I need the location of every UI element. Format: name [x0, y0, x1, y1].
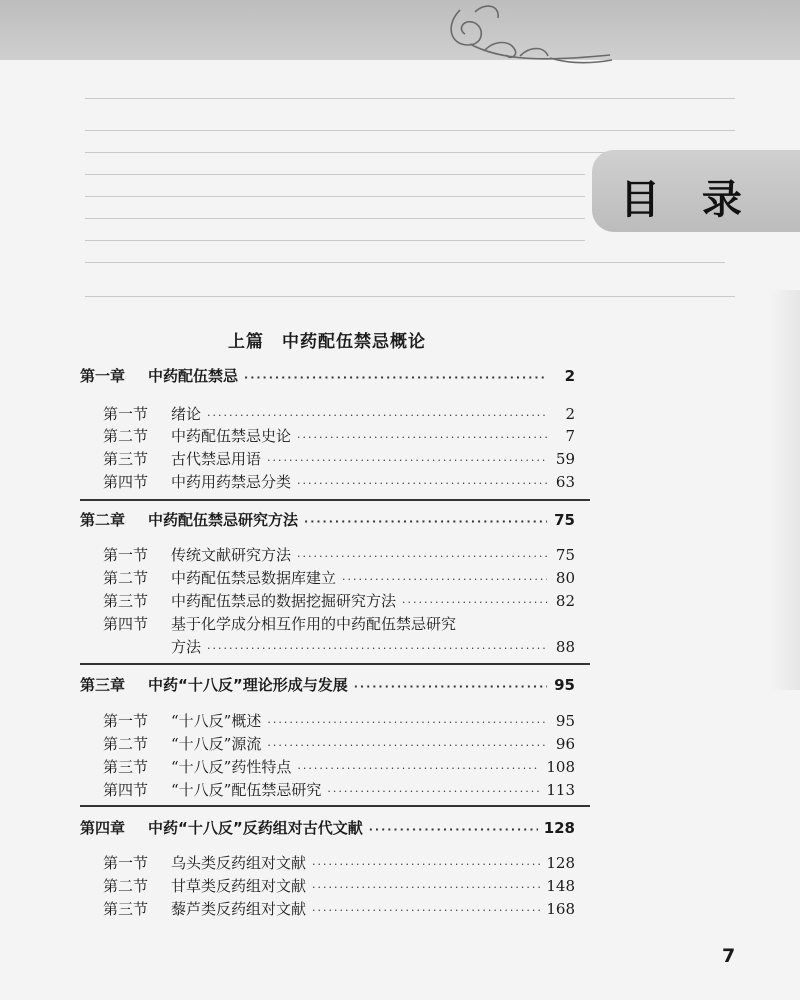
chapter-divider: [80, 663, 590, 665]
entry-page: 59: [555, 450, 575, 468]
entry-number: 第一节: [103, 405, 149, 423]
chapter-divider: [80, 805, 590, 807]
toc-section-entry: [103, 449, 575, 471]
entry-number: 第四章: [80, 819, 126, 837]
entry-number: 第四节: [103, 781, 149, 799]
page-number: 7: [722, 945, 736, 967]
leader-dots: [267, 713, 547, 733]
toc-chapter-entry: [80, 818, 575, 840]
page-edge-shade: [770, 290, 800, 690]
entry-page: 113: [546, 781, 575, 799]
part-title: 上篇 中药配伍禁忌概论: [228, 332, 426, 352]
entry-page: 96: [555, 735, 575, 753]
entry-title: “十八反”配伍禁忌研究: [171, 781, 322, 799]
entry-title: 基于化学成分相互作用的中药配伍禁忌研究: [171, 615, 457, 633]
leader-dots: [354, 677, 547, 697]
entry-title: 中药用药禁忌分类: [171, 473, 292, 491]
header-band: [0, 0, 800, 60]
entry-number: 第三节: [103, 758, 149, 776]
entry-number: 第四节: [103, 615, 149, 633]
entry-number: 第二节: [103, 427, 149, 445]
entry-title: 中药配伍禁忌史论: [171, 427, 292, 445]
toc-chapter-entry: [80, 510, 575, 532]
entry-page: 7: [565, 427, 575, 445]
leader-dots: [244, 368, 547, 388]
leader-dots: [267, 736, 547, 756]
toc-section-entry: [103, 876, 575, 898]
toc-section-entry: [103, 472, 575, 494]
entry-title: 方法: [171, 638, 202, 656]
leader-dots: [312, 878, 540, 898]
entry-title: “十八反”源流: [171, 735, 262, 753]
entry-title: 古代禁忌用语: [171, 450, 262, 468]
entry-title: “十八反”概述: [171, 712, 262, 730]
toc-chapter-entry: [80, 675, 575, 697]
entry-title: 中药配伍禁忌的数据挖掘研究方法: [171, 592, 397, 610]
leader-dots: [312, 901, 540, 921]
spacer: [80, 356, 590, 357]
show-through-line: [85, 130, 735, 131]
toc-section-entry: [103, 404, 575, 426]
entry-page: 75: [554, 511, 575, 529]
show-through-line: [85, 218, 585, 219]
show-through-line: [85, 262, 725, 263]
leader-dots: [207, 639, 547, 659]
entry-title: 中药配伍禁忌: [148, 367, 239, 385]
show-through-line: [85, 240, 585, 241]
entry-page: 82: [555, 592, 575, 610]
show-through-line: [85, 98, 735, 99]
entry-page: 75: [555, 546, 575, 564]
entry-page: 95: [554, 676, 575, 694]
leader-dots: [297, 547, 547, 567]
leader-dots: [312, 855, 540, 875]
entry-page: 2: [565, 405, 575, 423]
entry-page: 63: [555, 473, 575, 491]
toc-section-entry: [103, 591, 575, 613]
toc-section-entry: [103, 853, 575, 875]
chapter-divider: [80, 499, 590, 501]
entry-title: 甘草类反药组对文献: [171, 877, 307, 895]
entry-number: 第三节: [103, 592, 149, 610]
entry-number: 第三节: [103, 450, 149, 468]
show-through-line: [85, 196, 585, 197]
leader-dots: [327, 782, 540, 802]
leader-dots: [369, 820, 538, 840]
leader-dots: [297, 474, 547, 494]
entry-number: 第一节: [103, 712, 149, 730]
entry-number: 第二节: [103, 735, 149, 753]
entry-number: 第二节: [103, 569, 149, 587]
entry-number: 第三章: [80, 676, 126, 694]
entry-page: 128: [543, 819, 575, 837]
page-title: 目 录: [620, 177, 756, 223]
toc-section-entry: [103, 545, 575, 567]
entry-number: 第一节: [103, 546, 149, 564]
entry-page: 108: [546, 758, 575, 776]
entry-title: 绪论: [171, 405, 202, 423]
entry-title: 中药“十八反”反药组对古代文献: [148, 819, 363, 837]
toc-chapter-entry: [80, 366, 575, 388]
leader-dots: [267, 451, 547, 471]
entry-title: 中药配伍禁忌数据库建立: [171, 569, 337, 587]
leader-dots: [402, 593, 547, 613]
entry-page: 148: [546, 877, 575, 895]
toc-section-entry: [103, 899, 575, 921]
entry-title: 中药配伍禁忌研究方法: [148, 511, 299, 529]
entry-title: 中药“十八反”理论形成与发展: [148, 676, 348, 694]
entry-number: 第四节: [103, 473, 149, 491]
leader-dots: [207, 406, 547, 426]
entry-title: “十八反”药性特点: [171, 758, 292, 776]
entry-page: 80: [555, 569, 575, 587]
entry-number: 第一章: [80, 367, 126, 385]
entry-page: 2: [564, 367, 575, 385]
entry-page: 88: [555, 638, 575, 656]
entry-number: 第二章: [80, 511, 126, 529]
entry-number: 第一节: [103, 854, 149, 872]
entry-page: 95: [555, 712, 575, 730]
toc-section-entry: [171, 637, 575, 659]
leader-dots: [342, 570, 547, 590]
entry-title: 乌头类反药组对文献: [171, 854, 307, 872]
toc-section-entry: [103, 568, 575, 590]
entry-page: 168: [546, 900, 575, 918]
toc-section-entry: [103, 711, 575, 733]
show-through-line: [85, 174, 585, 175]
toc-section-entry: [103, 780, 575, 802]
leader-dots: [304, 512, 547, 532]
toc-section-entry: [103, 614, 575, 634]
toc-section-entry: [103, 757, 575, 779]
entry-page: 128: [546, 854, 575, 872]
show-through-line: [85, 296, 735, 297]
entry-number: 第二节: [103, 877, 149, 895]
entry-title: 传统文献研究方法: [171, 546, 292, 564]
entry-title: 藜芦类反药组对文献: [171, 900, 307, 918]
leader-dots: [297, 428, 547, 448]
leader-dots: [297, 759, 540, 779]
toc-section-entry: [103, 734, 575, 756]
entry-number: 第三节: [103, 900, 149, 918]
flourish-ornament: [440, 0, 615, 80]
toc-section-entry: [103, 426, 575, 448]
